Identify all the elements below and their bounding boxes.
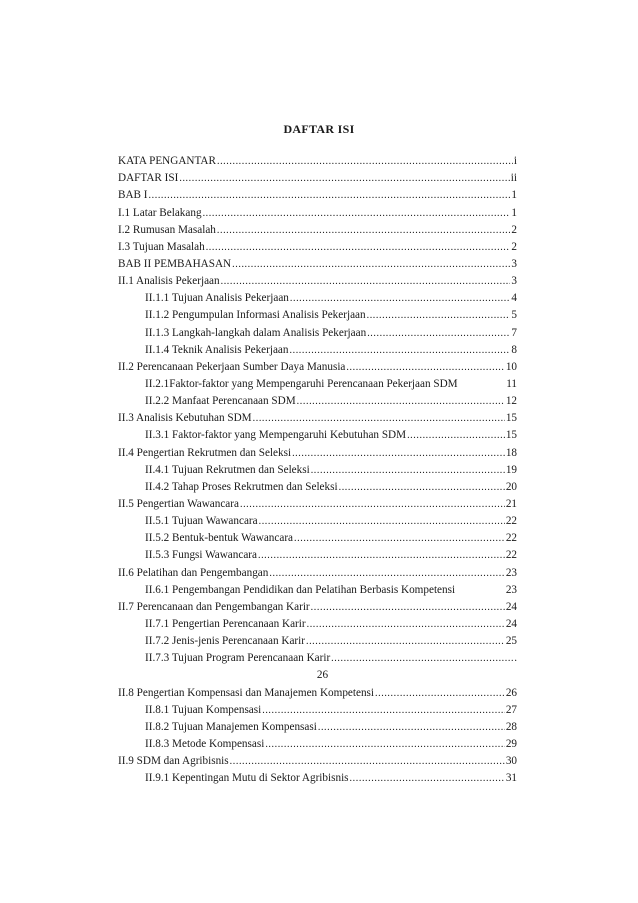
toc-entry-page: 24 bbox=[505, 600, 517, 613]
toc-dot-leader bbox=[221, 275, 511, 288]
toc-entry-page: 27 bbox=[505, 703, 517, 716]
toc-entry-page: ii bbox=[510, 172, 517, 185]
toc-entry-page: 5 bbox=[511, 309, 517, 322]
toc-entry bbox=[118, 751, 517, 768]
toc-dot-leader bbox=[253, 412, 505, 425]
toc-entry bbox=[118, 460, 517, 477]
toc-entry-page: 7 bbox=[511, 326, 517, 339]
toc-entry bbox=[118, 357, 517, 374]
toc-entry-page: 22 bbox=[505, 532, 517, 545]
toc-entry bbox=[118, 202, 517, 219]
toc-entry-label: I.2 Rumusan Masalah bbox=[118, 223, 216, 236]
toc-dot-leader bbox=[367, 327, 510, 340]
page-title: DAFTAR ISI bbox=[283, 122, 355, 136]
toc-entry bbox=[118, 305, 517, 322]
toc-dot-leader bbox=[311, 464, 505, 477]
toc-dot-leader bbox=[297, 395, 505, 408]
toc-entry bbox=[118, 580, 517, 597]
toc-dot-leader bbox=[407, 429, 505, 442]
toc-entry-label: II.9 SDM dan Agribisnis bbox=[118, 755, 229, 768]
toc-entry-label: II.1.4 Teknik Analisis Pekerjaan bbox=[145, 343, 289, 356]
toc-entry-label: KATA PENGANTAR bbox=[118, 155, 216, 168]
toc-dot-leader bbox=[331, 652, 513, 665]
toc-entry bbox=[118, 511, 517, 528]
toc-entry-page: 10 bbox=[505, 360, 517, 373]
toc-entry-page: 8 bbox=[511, 343, 517, 356]
toc-dot-leader bbox=[265, 738, 505, 751]
toc-dot-leader bbox=[307, 618, 505, 631]
toc-entry bbox=[118, 597, 517, 614]
toc-dot-leader bbox=[217, 155, 513, 168]
toc-entry-label: II.5.1 Tujuan Wawancara bbox=[145, 515, 258, 528]
toc-entry-page: 12 bbox=[505, 395, 517, 408]
toc-entry-label: II.3.1 Faktor-faktor yang Mempengaruhi Kebutuhan SDM bbox=[145, 429, 407, 442]
toc-entry bbox=[118, 682, 517, 699]
toc-entry-page: 30 bbox=[505, 755, 517, 768]
toc-entry-page: 19 bbox=[505, 463, 517, 476]
toc-entry-page: 21 bbox=[505, 497, 517, 510]
toc-entry-label: I.1 Latar Belakang bbox=[118, 206, 202, 219]
toc-entry bbox=[118, 425, 517, 442]
toc-entry-label: II.7.2 Jenis-jenis Perencanaan Karir bbox=[145, 635, 305, 648]
toc-entry-page: 22 bbox=[505, 515, 517, 528]
toc-entry bbox=[118, 220, 517, 237]
toc-entry-page: 15 bbox=[505, 412, 517, 425]
toc-dot-leader bbox=[290, 344, 511, 357]
toc-entry-page: 23 bbox=[505, 583, 517, 596]
toc-entry-label: II.8.1 Tujuan Kompensasi bbox=[145, 703, 262, 716]
toc-entry-page: 4 bbox=[511, 292, 517, 305]
toc-entry-page: 29 bbox=[505, 737, 517, 750]
toc-entry-page: 20 bbox=[505, 480, 517, 493]
toc-entry-page: 24 bbox=[505, 617, 517, 630]
toc-entry-label: II.1.3 Langkah-langkah dalam Analisis Pekerjaan bbox=[145, 326, 367, 339]
toc-entry-label: BAB I bbox=[118, 189, 148, 202]
toc-entry-label: DAFTAR ISI bbox=[118, 172, 179, 185]
toc-dot-leader bbox=[292, 447, 505, 460]
toc-dot-leader bbox=[306, 635, 505, 648]
toc-entry-label: II.1.1 Tujuan Analisis Pekerjaan bbox=[145, 292, 289, 305]
toc-entry bbox=[118, 408, 517, 425]
toc-entry bbox=[118, 545, 517, 562]
toc-entry-label: II.8 Pengertian Kompensasi dan Manajemen Kompetensi bbox=[118, 686, 375, 699]
toc-entry-label: II.2.1Faktor-faktor yang Mempengaruhi Perencanaan Pekerjaan SDM bbox=[145, 377, 458, 390]
toc-entry-label: II.5.2 Bentuk-bentuk Wawancara bbox=[145, 532, 294, 545]
toc-entry bbox=[118, 237, 517, 254]
toc-entry-label: II.9.1 Kepentingan Mutu di Sektor Agribisnis bbox=[145, 772, 349, 785]
toc-entry-label: II.5.3 Fungsi Wawancara bbox=[145, 549, 257, 562]
toc-entry-label: II.6 Pelatihan dan Pengembangan bbox=[118, 566, 269, 579]
toc-entry bbox=[118, 494, 517, 511]
toc-entry bbox=[118, 700, 517, 717]
toc-entry bbox=[118, 768, 517, 785]
table-of-contents bbox=[118, 151, 517, 785]
toc-entry bbox=[118, 562, 517, 579]
toc-entry-page: 23 bbox=[505, 566, 517, 579]
toc-dot-leader bbox=[367, 309, 511, 322]
toc-entry-page: 18 bbox=[505, 446, 517, 459]
toc-entry bbox=[118, 477, 517, 494]
toc-entry-page: 2 bbox=[511, 223, 517, 236]
toc-entry-label: II.7 Perencanaan dan Pengembangan Karir bbox=[118, 600, 310, 613]
toc-entry bbox=[118, 254, 517, 271]
toc-entry-page: 26 bbox=[316, 669, 329, 682]
toc-dot-leader bbox=[262, 704, 505, 717]
toc-entry-page: 1 bbox=[511, 189, 517, 202]
toc-entry-label: II.2 Perencanaan Pekerjaan Sumber Daya Manusia bbox=[118, 360, 346, 373]
toc-entry-page: 31 bbox=[505, 772, 517, 785]
toc-entry-page: 2 bbox=[511, 240, 517, 253]
toc-entry-page: 28 bbox=[505, 720, 517, 733]
toc-dot-leader bbox=[346, 361, 504, 374]
toc-dot-leader bbox=[203, 207, 511, 220]
toc-entry-page: 3 bbox=[511, 257, 517, 270]
toc-entry-page: 25 bbox=[505, 635, 517, 648]
toc-entry bbox=[118, 271, 517, 288]
toc-entry-label: II.3 Analisis Kebutuhan SDM bbox=[118, 412, 252, 425]
toc-dot-leader bbox=[230, 755, 505, 768]
toc-entry bbox=[118, 340, 517, 357]
toc-dot-leader bbox=[269, 567, 504, 580]
toc-entry-label: II.4 Pengertian Rekrutmen dan Seleksi bbox=[118, 446, 292, 459]
toc-entry bbox=[118, 614, 517, 631]
toc-dot-leader bbox=[149, 189, 511, 202]
toc-dot-leader bbox=[206, 241, 511, 254]
toc-entry bbox=[118, 648, 517, 665]
toc-dot-leader bbox=[240, 498, 505, 511]
toc-dot-leader bbox=[311, 601, 505, 614]
toc-dot-leader bbox=[179, 172, 509, 185]
toc-entry-page: 15 bbox=[505, 429, 517, 442]
toc-entry-label: II.4.1 Tujuan Rekrutmen dan Seleksi bbox=[145, 463, 310, 476]
toc-entry-label: BAB II PEMBAHASAN bbox=[118, 257, 232, 270]
toc-entry-label: I.3 Tujuan Masalah bbox=[118, 240, 205, 253]
toc-entry-page: 1 bbox=[511, 206, 517, 219]
toc-dot-leader bbox=[232, 258, 510, 271]
toc-dot-leader bbox=[258, 549, 505, 562]
toc-entry bbox=[118, 185, 517, 202]
toc-dot-leader bbox=[375, 687, 505, 700]
toc-entry bbox=[118, 442, 517, 459]
toc-entry-page: 22 bbox=[505, 549, 517, 562]
toc-entry-label: II.8.3 Metode Kompensasi bbox=[145, 737, 265, 750]
toc-entry-label: II.1.2 Pengumpulan Informasi Analisis Pekerjaan bbox=[145, 309, 366, 322]
toc-entry-label: II.2.2 Manfaat Perencanaan SDM bbox=[145, 395, 296, 408]
toc-entry-page: 26 bbox=[505, 686, 517, 699]
toc-entry bbox=[118, 151, 517, 168]
toc-entry bbox=[118, 717, 517, 734]
toc-entry-label: II.1 Analisis Pekerjaan bbox=[118, 275, 220, 288]
toc-dot-leader bbox=[259, 515, 505, 528]
toc-entry bbox=[118, 288, 517, 305]
toc-entry-label: II.7.1 Pengertian Perencanaan Karir bbox=[145, 617, 306, 630]
toc-entry bbox=[118, 168, 517, 185]
toc-entry bbox=[118, 734, 517, 751]
toc-entry-label: II.4.2 Tahap Proses Rekrutmen dan Seleksi bbox=[145, 480, 338, 493]
toc-entry bbox=[118, 528, 517, 545]
toc-entry bbox=[118, 391, 517, 408]
toc-entry-label: II.8.2 Tujuan Manajemen Kompensasi bbox=[145, 720, 317, 733]
toc-dot-leader bbox=[318, 721, 505, 734]
toc-dot-leader bbox=[294, 532, 505, 545]
toc-dot-leader bbox=[217, 224, 511, 237]
toc-entry bbox=[118, 322, 517, 339]
toc-entry-label: II.5 Pengertian Wawancara bbox=[118, 497, 239, 510]
toc-entry-label: II.6.1 Pengembangan Pendidikan dan Pelatihan Berbasis Kompetensi bbox=[145, 583, 456, 596]
toc-entry-page: i bbox=[513, 155, 517, 168]
toc-entry bbox=[118, 631, 517, 648]
toc-entry-page: 3 bbox=[511, 275, 517, 288]
toc-dot-leader bbox=[290, 292, 511, 305]
toc-entry-page: 11 bbox=[506, 377, 517, 390]
toc-dot-leader bbox=[339, 481, 505, 494]
toc-entry bbox=[118, 374, 517, 391]
toc-dot-leader bbox=[350, 772, 505, 785]
toc-leader-end: . bbox=[514, 652, 517, 665]
toc-entry-label: II.7.3 Tujuan Program Perencanaan Karir bbox=[145, 652, 331, 665]
